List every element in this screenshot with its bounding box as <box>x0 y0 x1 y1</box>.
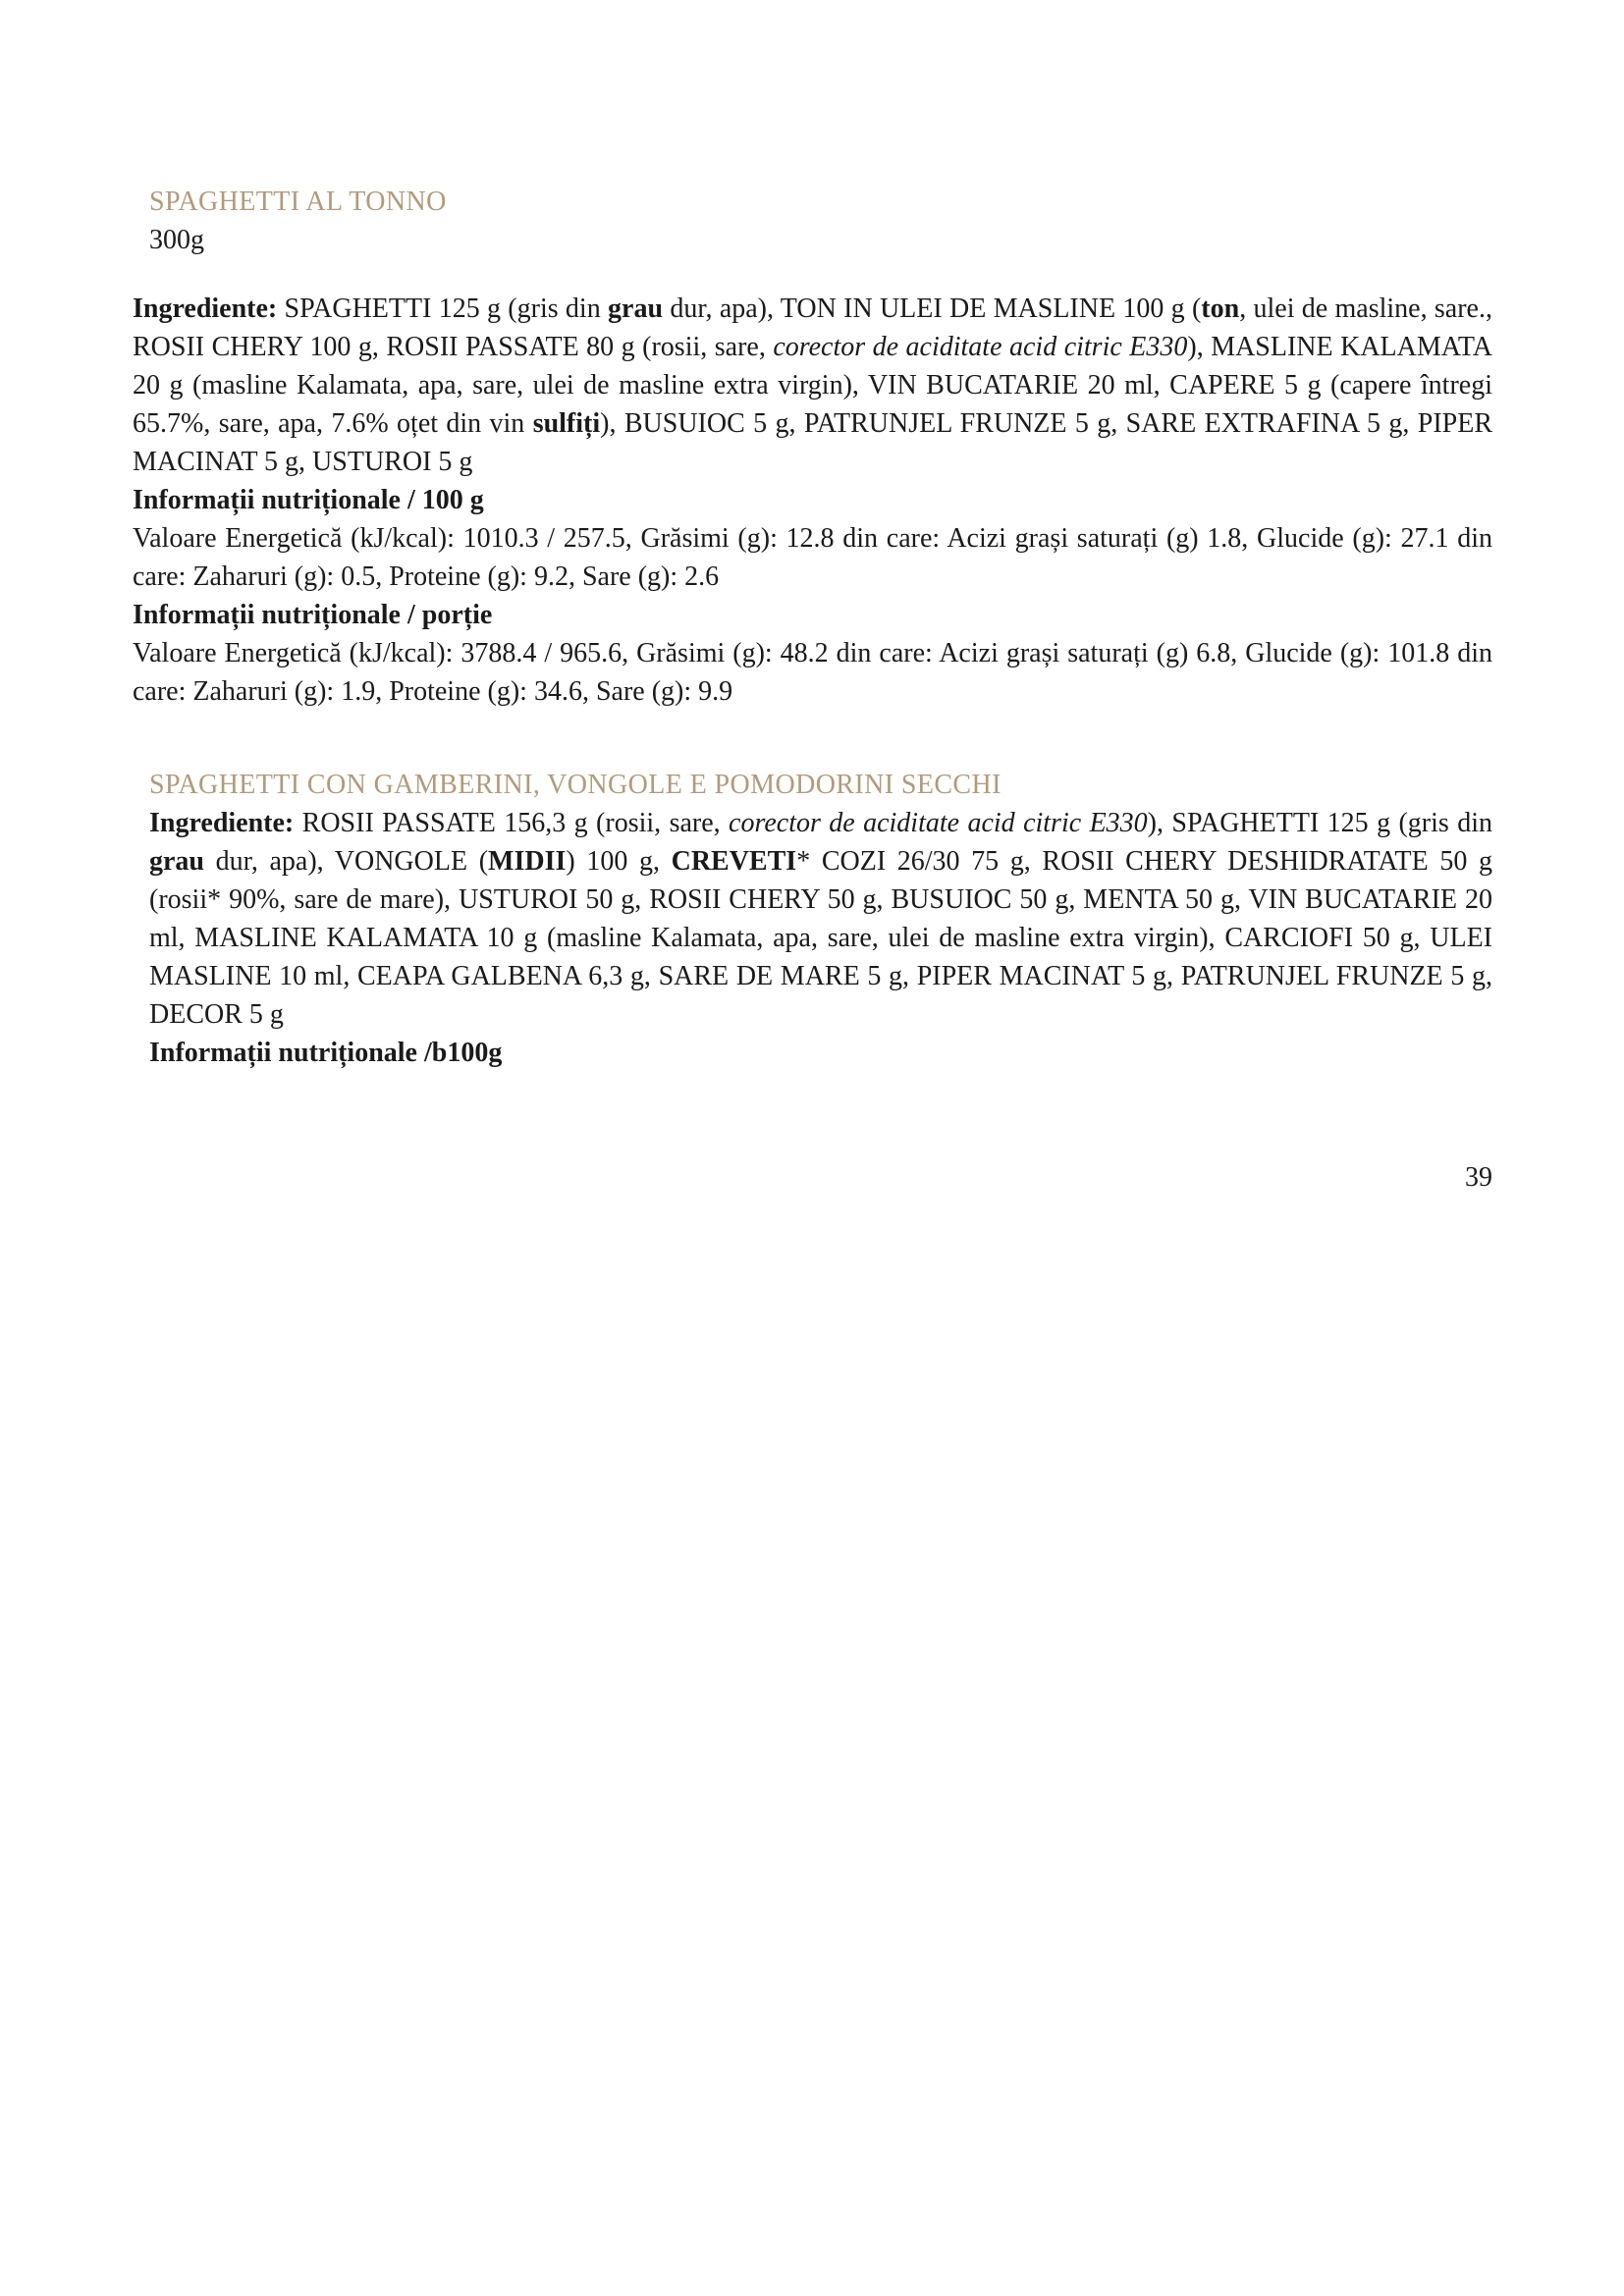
text-run: Informații nutriționale / porție <box>133 600 493 630</box>
text-run: Ingrediente: <box>133 294 278 324</box>
text-run: ), BUSUIOC 5 g, PATRUNJEL FRUNZE 5 g, SARE EXTRAFINA 5 g, PIPER MACINAT 5 g, USTUROI 5 g <box>133 408 1493 477</box>
nutrition-subheading <box>133 481 1492 519</box>
body-paragraph <box>149 804 1492 1034</box>
recipe-title: SPAGHETTI CON GAMBERINI, VONGOLE E POMODORINI SECCHI <box>149 770 1001 800</box>
text-run: Valoare Energetică (kJ/kcal): 3788.4 / 965.6, Grăsimi (g): 48.2 din care: Acizi grași saturați (g) 6.8, Glucide (g): 101.8 din care: Zaharuri (g): 1.9, Proteine (g): 34.6, Sare (g): 9.9 <box>133 638 1492 707</box>
text-run: SPAGHETTI 125 g (gris din <box>277 294 609 324</box>
text-run: grau <box>608 294 664 324</box>
text-run: grau <box>149 846 204 877</box>
text-run: corector de aciditate acid citric E330 <box>773 332 1188 362</box>
text-run: ROSII PASSATE 156,3 g (rosii, sare, <box>294 808 730 838</box>
page-number: 39 <box>1465 1162 1492 1193</box>
text-run: ), MASLINE KALAMATA 20 g (masline Kalamata, apa, sare, ulei de masline extra virgin), VIN BUCATARIE 20 ml, CAPERE 5 g (capere întregi 65.7%, sare, apa, 7.6% oțet din vin <box>133 332 1492 439</box>
recipe-section-spaghetti-al-tonno <box>133 183 1492 711</box>
text-run: MIDII <box>488 846 567 877</box>
text-run: ), SPAGHETTI 125 g (gris din <box>1147 808 1492 838</box>
text-run: corector de aciditate acid citric E330 <box>729 808 1148 838</box>
text-run: ) 100 g, <box>566 846 672 877</box>
text-run: Valoare Energetică (kJ/kcal): 1010.3 / 257.5, Grăsimi (g): 12.8 din care: Acizi grași saturați (g) 1.8, Glucide (g): 27.1 din care: Zaharuri (g): 0.5, Proteine (g): 9.2, Sare (g): 2.6 <box>133 523 1492 592</box>
body-paragraph <box>133 634 1492 711</box>
body-paragraph <box>133 290 1492 481</box>
nutrition-subheading <box>149 1034 1492 1072</box>
weight-line <box>149 221 1492 259</box>
text-run: CREVETI <box>671 846 797 877</box>
text-run: Informații nutriționale / 100 g <box>133 485 484 515</box>
text-run: dur, apa), VONGOLE ( <box>204 846 489 877</box>
body-paragraph <box>133 519 1492 596</box>
text-run: , ulei de masline, sare., ROSII CHERY 100 g, ROSII PASSATE 80 g (rosii, sare, <box>133 294 1492 362</box>
text-run: 300g <box>149 225 204 255</box>
document-content <box>133 183 1492 1072</box>
text-run: Informații nutriționale /b100g <box>149 1038 503 1068</box>
recipe-section-spaghetti-con-gamberini-vongole-e-pomodorini-secchi <box>133 766 1492 1072</box>
text-run: dur, apa), TON IN ULEI DE MASLINE 100 g ( <box>663 294 1202 324</box>
text-run: Ingrediente: <box>149 808 295 838</box>
text-run: sulfiți <box>532 408 601 439</box>
text-run: * COZI 26/30 75 g, ROSII CHERY DESHIDRATATE 50 g (rosii* 90%, sare de mare), USTUROI 50 g, ROSII CHERY 50 g, BUSUIOC 50 g, MENTA 50 g, VIN BUCATARIE 20 ml, MASLINE KALAMATA 10 g (masline Kalamata, apa, sare, ulei de masline extra virgin), CARCIOFI 50 g, ULEI MASLINE 10 ml, CEAPA GALBENA 6,3 g, SARE DE MARE 5 g, PIPER MACINAT 5 g, PATRUNJEL FRUNZE 5 g, DECOR 5 g <box>149 846 1493 1030</box>
nutrition-subheading <box>133 596 1492 634</box>
text-run: ton <box>1201 294 1240 324</box>
recipe-title: SPAGHETTI AL TONNO <box>149 187 447 217</box>
